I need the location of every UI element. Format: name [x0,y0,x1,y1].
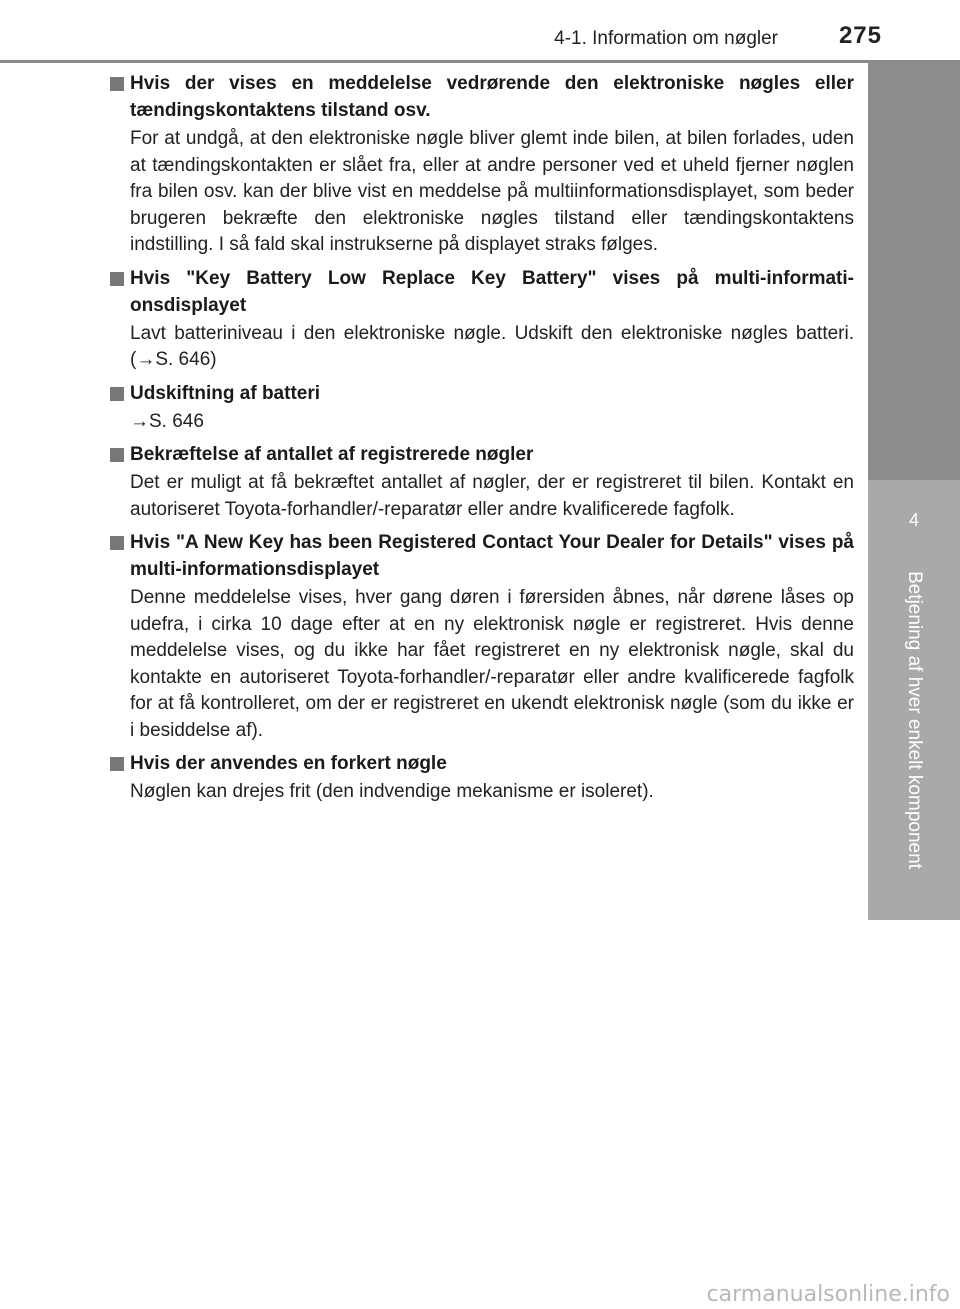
heading-text: Bekræftelse af antallet af registrerede nøgler [130,444,534,465]
section-message-display [110,70,854,259]
section-key-battery-low [110,265,854,374]
heading-text: Hvis "Key Battery Low Replace Key Battery" vises på multi-informationsdisplayet [130,267,854,316]
section-body: →S. 646 [130,410,204,432]
square-bullet-icon [110,448,124,462]
page-header [0,0,960,62]
chapter-side-tab [868,62,960,1309]
section-title: 4-1. Information om nøgler [554,28,778,49]
section-body: Denne meddelelse vises, hver gang døren i førersiden åbnes, når dørene låses op udefra, i cirka 10 dage efter at en ny elektronisk nøgle er registreret. Hvis denne meddelelse vises, og du ikke har fået registreret en ny elektronisk nøgle, skal du kontakte en autoriseret Toyota-forhandler/-reparatør eller andre kvalificerede fagfolk for at få kontrolleret, om der er registreret en ukendt elektronisk nøgle (som du ikke er i besiddelse af). [130,587,854,741]
heading-text: Udskiftning af batteri [130,382,321,404]
page-content [110,70,854,812]
section-body: Nøglen kan drejes frit (den indvendige mekanisme er isoleret). [130,781,654,802]
heading-text: Hvis der anvendes en forkert nøgle [130,753,447,774]
section-heading [110,529,854,583]
square-bullet-icon [110,536,124,550]
section-body: Lavt batteriniveau i den elektroniske nøgle. Udskift den elektroniske nøgles batteri. (→S. 646) [130,322,854,370]
section-heading [110,441,854,468]
section-heading [110,70,854,124]
chapter-number: 4 [908,510,919,530]
section-battery-replacement [110,380,854,436]
square-bullet-icon [110,387,124,401]
heading-text: Hvis der vises en meddelelse vedrørende den elektroniske nøgles eller tændingskontaktens tilstand osv. [130,73,854,121]
heading-text: Hvis "A New Key has been Registered Contact Your Dealer for Details" vises på multi-informationsdisplayet [130,532,854,580]
side-tab-top-block [868,62,960,480]
section-registered-keys [110,441,854,523]
section-heading [110,750,854,777]
header-rule [0,60,960,63]
section-wrong-key [110,750,854,806]
section-body: For at undgå, at den elektroniske nøgle bliver glemt inde bilen, at bilen forlades, uden at tændingskontakten er slået fra, eller at andre personer ved et uheld fjerner nøglen fra bilen osv. kan der blive vist en meddelse på multiinformationsdisplayet, som beder brugeren bekræfte den elektroniske nøgles tilstand eller tændingskontaktens indstilling. I så fald skal instrukserne på displayet straks følges. [130,128,854,255]
side-tab-chapter-block [868,480,960,920]
square-bullet-icon [110,77,124,91]
section-heading [110,265,854,319]
section-heading [110,380,854,407]
section-new-key-registered [110,529,854,744]
page-number: 275 [838,22,882,49]
square-bullet-icon [110,757,124,771]
square-bullet-icon [110,272,124,286]
watermark: carmanualsonline.info [706,1282,950,1307]
section-body: Det er muligt at få bekræftet antallet af nøgler, der er registreret til bilen. Kontakt en autoriseret Toyota-forhandler/-reparatør eller andre kvalificerede fagfolk. [130,472,854,520]
chapter-title: Betjening af hver enkelt komponent [904,571,925,869]
